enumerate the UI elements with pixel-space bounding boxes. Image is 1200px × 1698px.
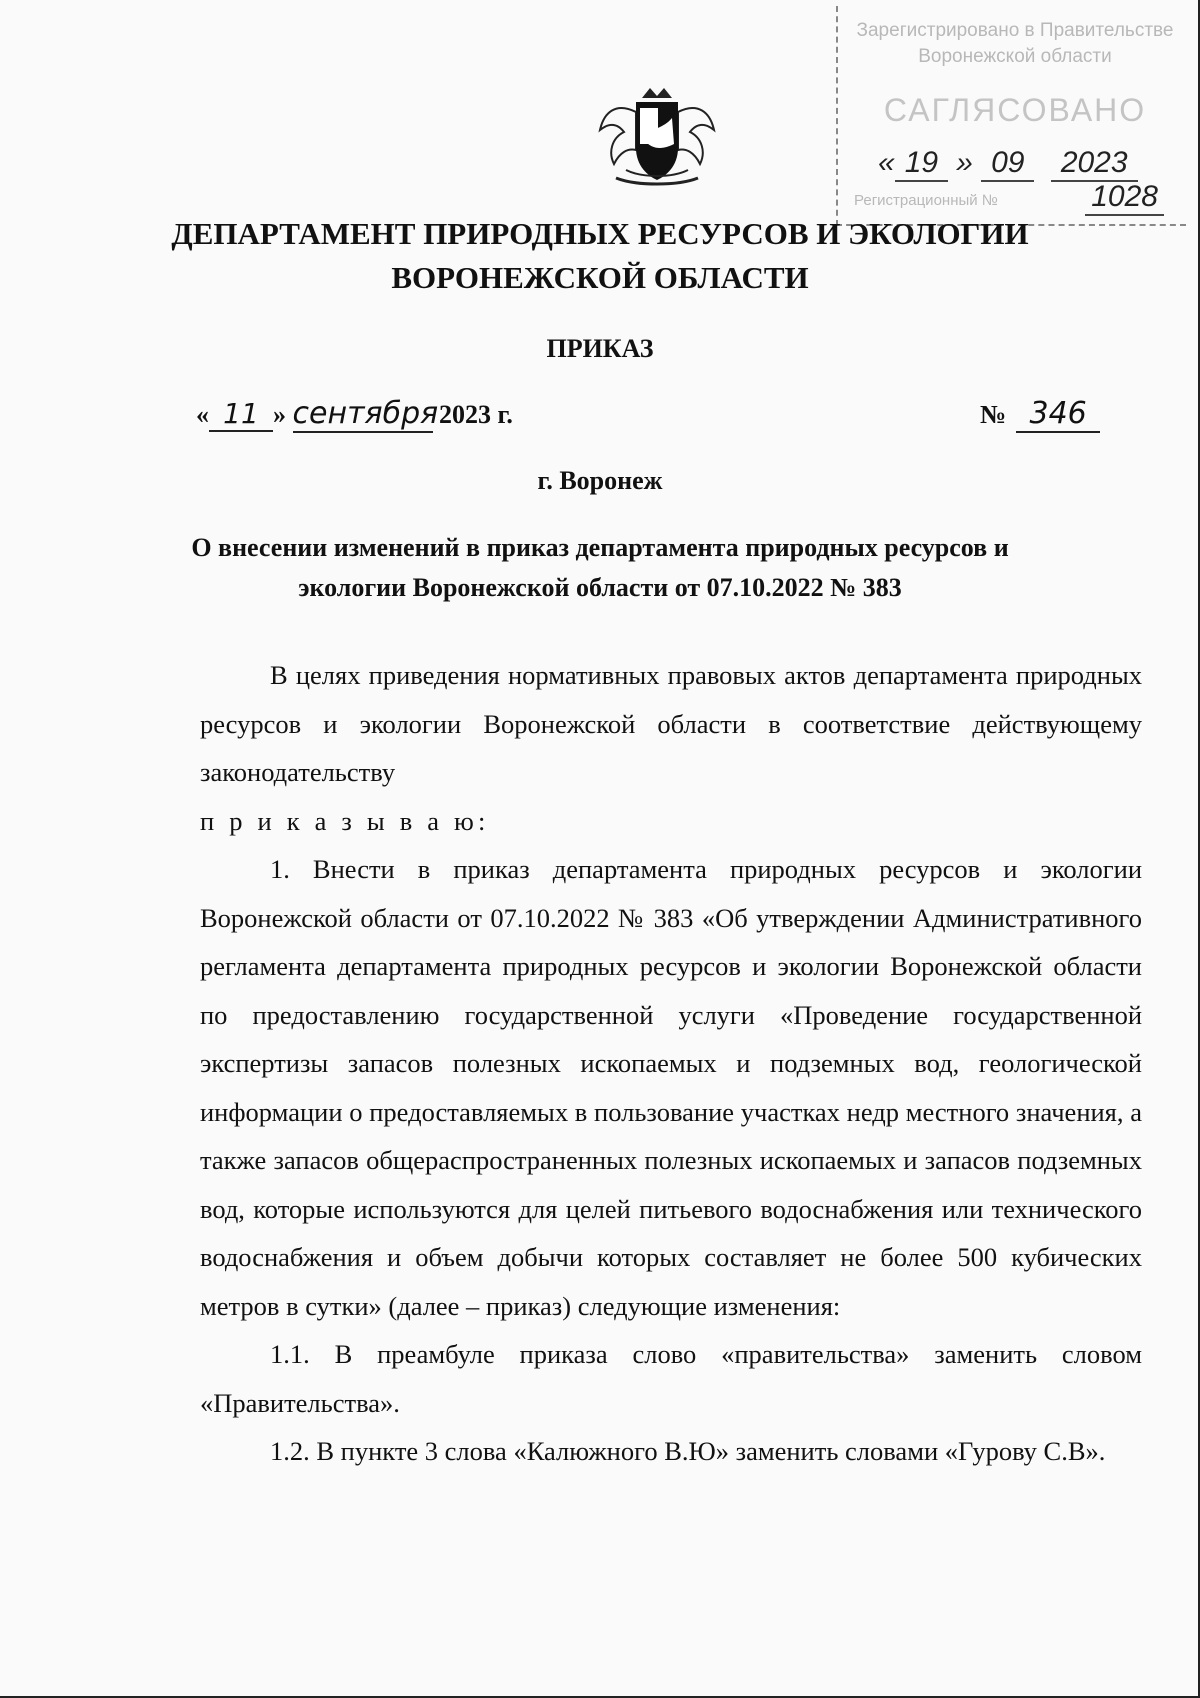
stamp-date: « 19 » 09 2023: [878, 146, 1146, 182]
item-1-1-paragraph: 1.1. В преамбуле приказа слово «правительства» заменить словом «Правительства».: [200, 1339, 1142, 1418]
order-date: [196, 396, 513, 433]
subject-line-1: О внесении изменений в приказ департамента природных ресурсов и: [191, 533, 1009, 562]
stamp-line-2: Воронежской области: [918, 46, 1112, 67]
date-close-quote: »: [273, 400, 286, 429]
stamp-reg-number: 1028: [1085, 180, 1164, 216]
order-number: [980, 396, 1100, 433]
stamp-month: 09: [981, 146, 1034, 182]
stamp-reg-label: Регистрационный №: [854, 192, 998, 209]
stamp-status: САГЛЯСОВАНО: [883, 92, 1147, 128]
decree-word: п р и к а з ы в а ю:: [200, 805, 490, 836]
stamp-year: 2023: [1051, 146, 1138, 182]
number-label: №: [980, 400, 1007, 429]
item-1-2-paragraph: 1.2. В пункте 3 слова «Калюжного В.Ю» заменить словами «Гурову С.В».: [270, 1436, 1106, 1466]
registration-stamp: [836, 6, 1186, 226]
number-value: 346: [1016, 396, 1100, 433]
date-month: сентября: [292, 396, 439, 431]
document-type: ПРИКАЗ: [546, 334, 654, 363]
date-open-quote: «: [196, 400, 209, 429]
order-subject: [0, 528, 1200, 608]
stamp-day: 19: [895, 146, 948, 182]
date-year: 2023 г.: [439, 400, 513, 429]
department-name: [0, 212, 1200, 300]
city: г. Воронеж: [537, 466, 663, 495]
department-line-2: ВОРОНЕЖСКОЙ ОБЛАСТИ: [391, 260, 809, 295]
item-1-paragraph: 1. Внести в приказ департамента природных ресурсов и экологии Воронежской области от 07.10.2022 № 383 «Об утверждении Административного регламента департамента природных ресурсов и экологии Воронежской области по предоставлению государственной услуги «Проведение государственной экспертизы запасов полезных ископаемых и подземных вод, геологической информации о предоставляемых в пользование участках недр местного значения, а также запасов общераспространенных полезных ископаемых и запасов подземных вод, которые используются для целей питьевого водоснабжения или технического водоснабжения и объем добычи которых составляет не более 500 кубических метров в сутки» (далее – приказ) следующие изменения:: [200, 854, 1142, 1321]
order-body: [200, 651, 1142, 1476]
date-day: 11: [209, 397, 273, 432]
subject-line-2: экологии Воронежской области от 07.10.2022 № 383: [298, 573, 902, 602]
preamble-paragraph: В целях приведения нормативных правовых актов департамента природных ресурсов и экологии Воронежской области в соответствие действующему законодательству: [200, 660, 1142, 787]
stamp-registration: [854, 180, 1178, 213]
coat-of-arms-icon: [596, 82, 718, 190]
department-line-1: ДЕПАРТАМЕНТ ПРИРОДНЫХ РЕСУРСОВ И ЭКОЛОГИИ: [171, 216, 1029, 251]
stamp-line-1: Зарегистрировано в Правительстве: [856, 20, 1174, 41]
